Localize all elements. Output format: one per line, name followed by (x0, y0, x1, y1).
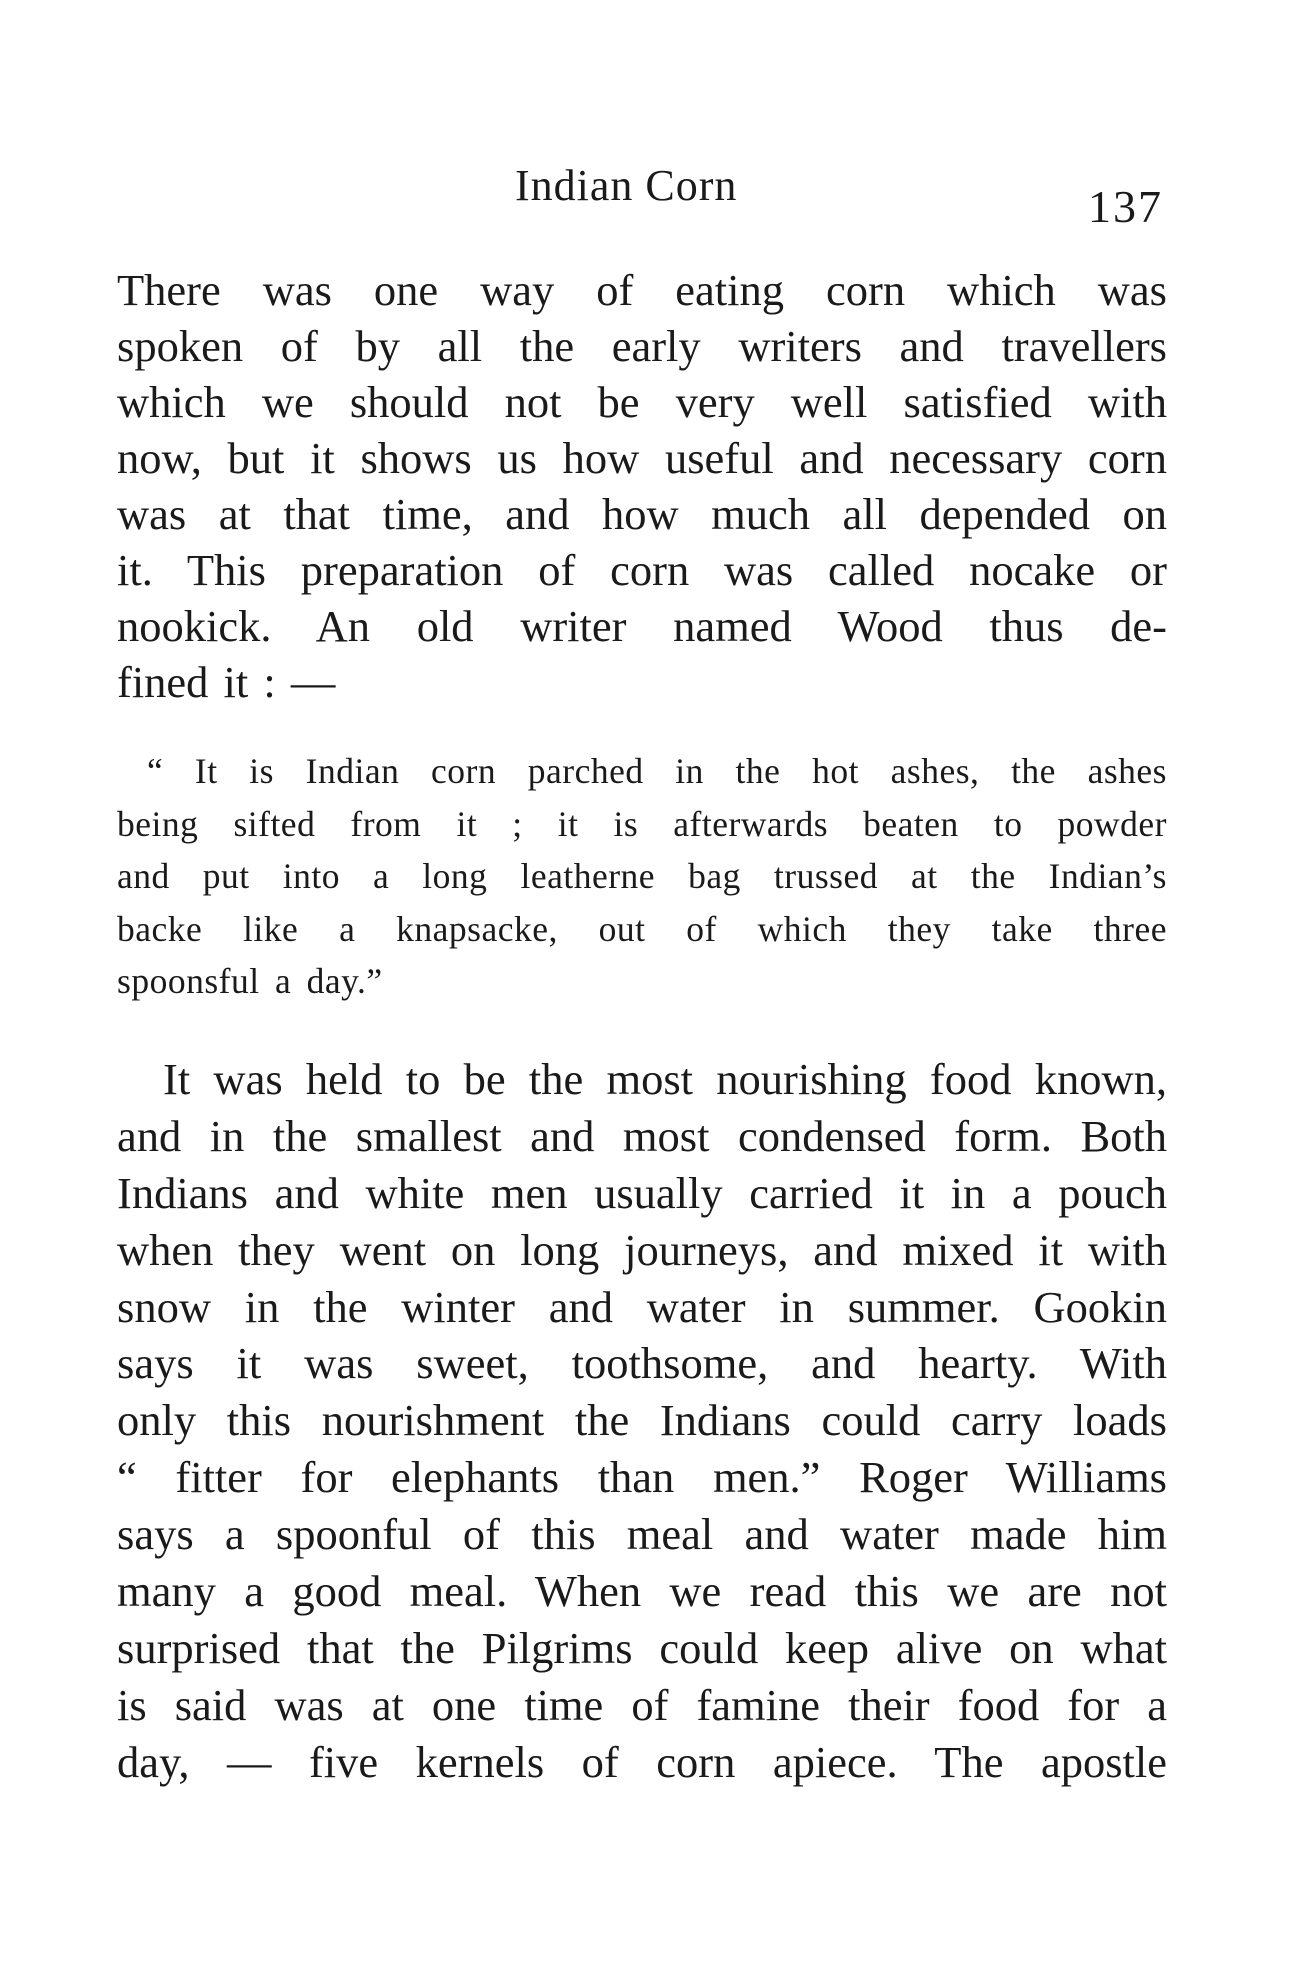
paragraph-2 (117, 1051, 1167, 1791)
text-line: says it was sweet, toothsome, and hearty. With (117, 1338, 1167, 1389)
text-line: which we should not be very well satisfied with (117, 377, 1167, 427)
page-number: 137 (1088, 181, 1163, 232)
text-line: snow in the winter and water in summer. Gookin (117, 1281, 1167, 1332)
quote-line: and put into a long leatherne bag trussed at the Indian’s (117, 856, 1167, 896)
text-line: It was held to be the most nourishing food known, (163, 1054, 1167, 1104)
text-line: says a spoonful of this meal and water made him (117, 1509, 1167, 1560)
text-line: and in the smallest and most condensed form. Both (117, 1110, 1167, 1161)
text-line: it. This preparation of corn was called nocake or (117, 545, 1167, 595)
text-line: many a good meal. When we read this we are not (117, 1566, 1167, 1617)
text-line: when they went on long journeys, and mixed it with (117, 1224, 1167, 1275)
quote-line: backe like a knapsacke, out of which they take three (117, 908, 1167, 949)
text-line: is said was at one time of famine their food for a (117, 1679, 1167, 1730)
block-quote (117, 745, 1167, 1008)
quote-line: being sifted from it ; it is afterwards beaten to powder (117, 803, 1167, 844)
text-line: nookick. An old writer named Wood thus de- (117, 601, 1167, 651)
text-line: “ fitter for elephants than men.” Roger Williams (117, 1452, 1167, 1503)
text-line: day, — five kernels of corn apiece. The apostle (117, 1736, 1167, 1787)
text-line: was at that time, and how much all depended on (117, 489, 1167, 539)
quote-line: spoonsful a day.” (117, 961, 383, 1001)
quote-line: “ It is Indian corn parched in the hot ashes, the ashes (147, 751, 1167, 791)
paragraph-1 (117, 262, 1167, 710)
text-line: Indians and white men usually carried it in a pouch (117, 1167, 1167, 1218)
text-line: fined it : — (117, 657, 336, 707)
running-head (0, 160, 1305, 232)
running-title: Indian Corn (515, 161, 738, 210)
text-line: only this nourishment the Indians could carry loads (117, 1395, 1167, 1446)
text-line: surprised that the Pilgrims could keep alive on what (117, 1622, 1167, 1673)
text-line: spoken of by all the early writers and travellers (117, 321, 1167, 371)
text-line: now, but it shows us how useful and necessary corn (117, 433, 1167, 483)
text-line: There was one way of eating corn which was (117, 265, 1167, 315)
